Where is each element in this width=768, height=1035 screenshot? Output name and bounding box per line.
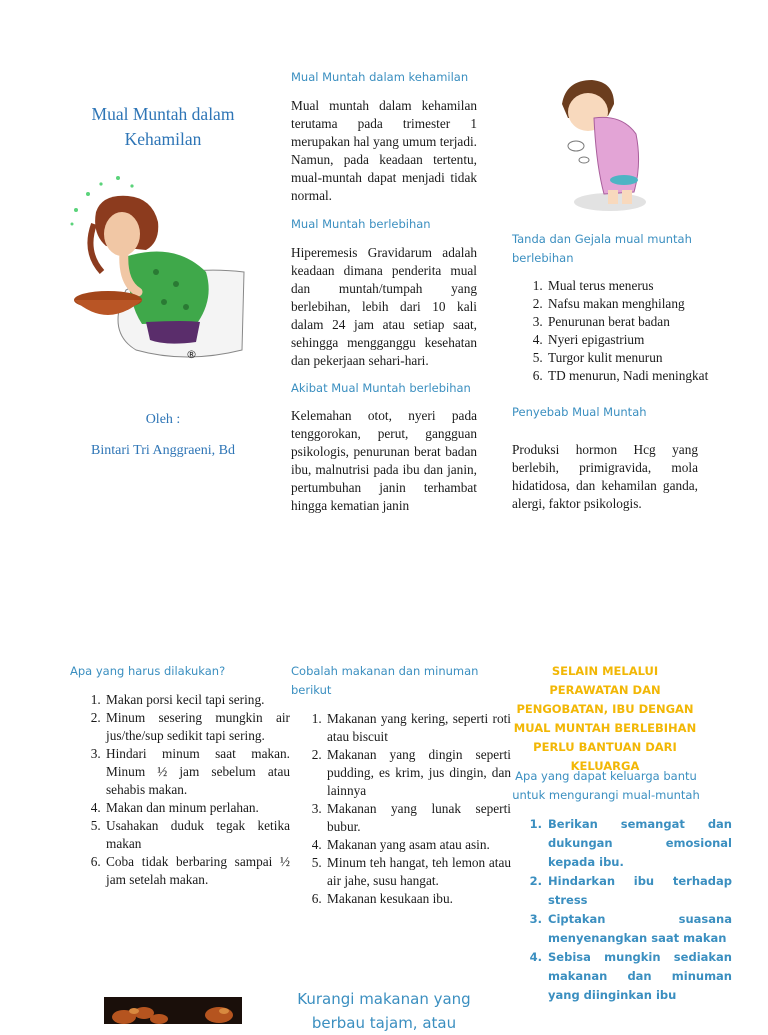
list-item: 4. Makan dan minum perlahan. [104, 799, 290, 817]
section-heading: Penyebab Mual Muntah [512, 405, 647, 419]
list-item: 1. Makanan yang kering, seperti roti atau biscuit [325, 710, 511, 746]
nauseous-woman-illustration [66, 172, 246, 368]
family-support-banner: SELAIN MELALUI PERAWATAN DAN PENGOBATAN, IBU DENGAN MUAL MUNTAH BERLEBIHAN PERLU BANTUAN DARI KELUARGA [513, 664, 697, 773]
signs-list [512, 277, 732, 385]
section-heading: Apa yang dapat keluarga bantu untuk mengurangi mual-muntah [512, 769, 700, 802]
section-heading: Tanda dan Gejala mual muntah berlebihan [512, 232, 692, 265]
list-item: 3. Hindari minum saat makan. Minum ½ jam sebelum atau sehabis makan. [104, 745, 290, 799]
list-item: 3. Penurunan berat badan [546, 313, 732, 331]
section-heading: Cobalah makanan dan minuman berikut [291, 664, 479, 697]
list-item: 4. Nyeri epigastrium [546, 331, 732, 349]
food-photo [104, 997, 242, 1024]
list-item: 1. Berikan semangat dan dukungan emosional kepada ibu. [546, 815, 732, 872]
list-item: 5. Minum teh hangat, teh lemon atau air jahe, susu hangat. [325, 854, 511, 890]
section-heading: Mual Muntah dalam kehamilan [291, 70, 469, 84]
brochure-title: Mual Muntah dalam Kehamilan [91, 104, 235, 149]
list-item: 4. Makanan yang asam atau asin. [325, 836, 511, 854]
list-item: 3. Makanan yang lunak seperti bubur. [325, 800, 511, 836]
list-item: 5. Usahakan duduk tegak ketika makan [104, 817, 290, 853]
svg-text:®: ® [186, 348, 197, 361]
section-heading: Akibat Mual Muntah berlebihan [291, 381, 471, 395]
list-item: 1. Mual terus menerus [546, 277, 732, 295]
list-item: 6. TD menurun, Nadi meningkat [546, 367, 732, 385]
list-item: 2. Minum sesering mungkin air jus/the/sup sedikit tapi sering. [104, 709, 290, 745]
section-body: Mual muntah dalam kehamilan terutama pada trimester 1 merupakan hal yang umum terjadi. Namun, pada keadaan tertentu, mual-muntah dapat menjadi tidak normal. [291, 98, 477, 203]
family-help-list [512, 815, 732, 1005]
list-item: 4. Sebisa mungkin sediakan makanan dan minuman yang diinginkan ibu [546, 948, 732, 1005]
list-item: 3. Ciptakan suasana menyenangkan saat makan [546, 910, 732, 948]
section-body: Hiperemesis Gravidarum adalah keadaan dimana penderita mual dan muntah/tumpah yang berlebihan, lebih dari 10 kali dalam 24 jam atau setiap saat, sehingga mengganggu kesehatan dan pekerjaan sehari-hari. [291, 245, 477, 368]
list-item: 5. Turgor kulit menurun [546, 349, 732, 367]
section-heading: Apa yang harus dilakukan? [70, 664, 226, 678]
list-item: 2. Makanan yang dingin seperti pudding, es krim, jus dingin, dan lainnya [325, 746, 511, 800]
list-item: 6. Coba tidak berbaring sampai ½ jam setelah makan. [104, 853, 290, 889]
footer-note: Kurangi makanan yang berbau tajam, atau [297, 990, 471, 1032]
oleh-label: Oleh : [145, 412, 181, 427]
section-heading: Mual Muntah berlebihan [291, 217, 431, 231]
section-body: Produksi hormon Hcg yang berlebih, primigravida, mola hidatidosa, dan kehamilan ganda, alergi, faktor psikologis. [512, 442, 698, 511]
section-body: Kelemahan otot, nyeri pada tenggorokan, perut, gangguan psikologis, penurunan berat badan ibu, malnutrisi pada ibu dan janin, pertumbuhan janin terhambat hingga kematian janin [291, 408, 477, 513]
list-item: 6. Makanan kesukaan ibu. [325, 890, 511, 908]
todo-list [70, 691, 290, 889]
list-item: 2. Nafsu makan menghilang [546, 295, 732, 313]
list-item: 1. Makan porsi kecil tapi sering. [104, 691, 290, 709]
food-list [291, 710, 511, 908]
list-item: 2. Hindarkan ibu terhadap stress [546, 872, 732, 910]
author-name: Bintari Tri Anggraeni, Bd [91, 443, 235, 458]
child-vomiting-illustration [552, 74, 662, 214]
